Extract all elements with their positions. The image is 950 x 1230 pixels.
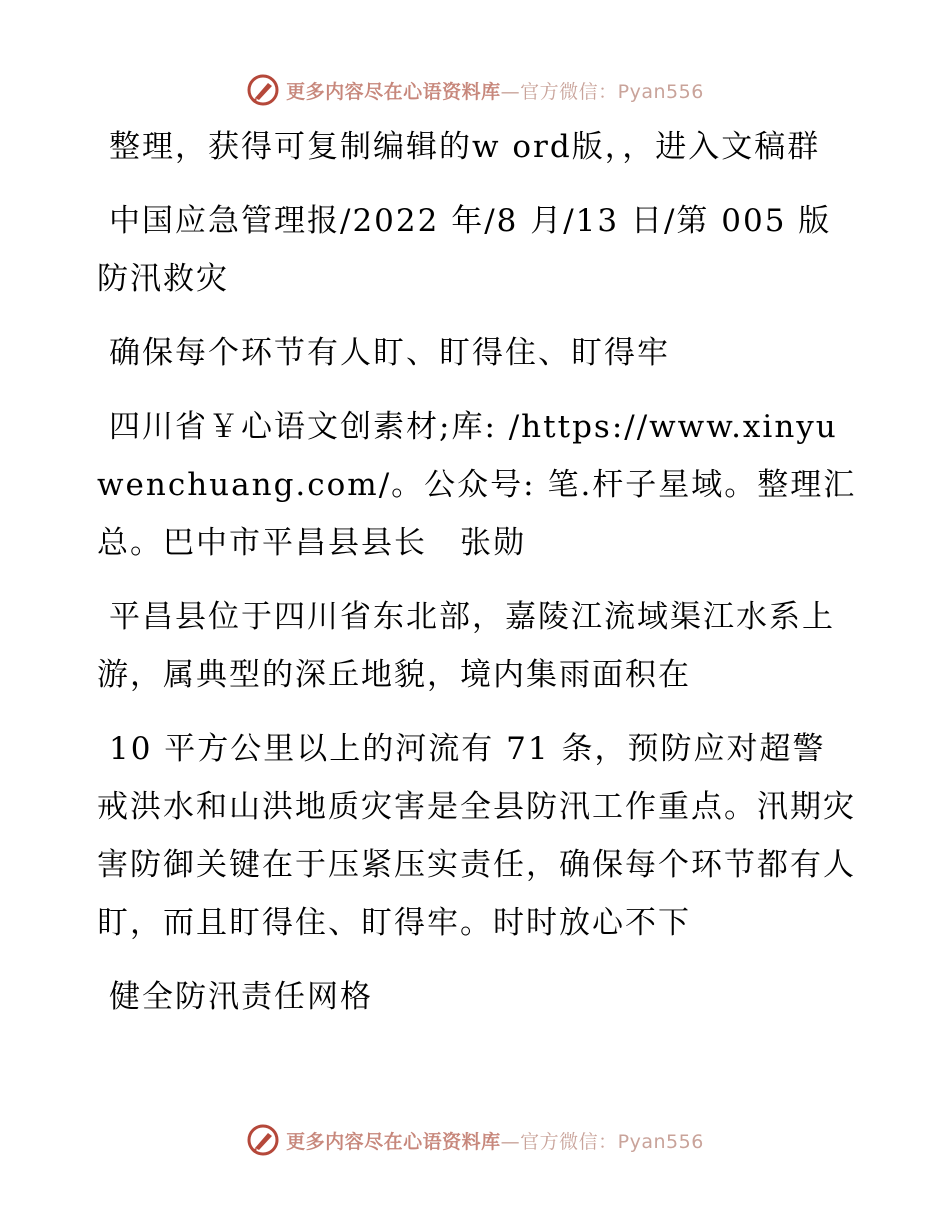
watermark-site: 更多内容尽在心语资料库 bbox=[286, 1130, 501, 1153]
header-watermark bbox=[0, 70, 950, 110]
paragraph: 四川省￥心语文创素材;库: /https://www.xinyuwenchuang.com/。公众号: 笔.杆子星域。整理汇总。巴中市平昌县县长 张勋 bbox=[97, 409, 857, 561]
article-title: 确保每个环节有人盯、盯得住、盯得牢 bbox=[109, 335, 670, 371]
watermark-wechat: 官方微信：Pyan556 bbox=[520, 1130, 704, 1153]
pen-circle-logo-icon bbox=[246, 1123, 280, 1157]
watermark-dash: — bbox=[500, 1130, 521, 1153]
watermark-text bbox=[286, 1127, 704, 1154]
paragraph: 平昌县位于四川省东北部，嘉陵江流域渠江水系上游，属典型的深丘地貌，境内集雨面积在 bbox=[97, 599, 835, 693]
paragraph: 中国应急管理报/2022 年/8 月/13 日/第 005 版防汛救灾 bbox=[97, 203, 832, 297]
watermark-dash: — bbox=[500, 80, 521, 103]
paragraph: 整理，获得可复制编辑的w ord版，，进入文稿群 bbox=[109, 129, 821, 165]
watermark-site: 更多内容尽在心语资料库 bbox=[286, 80, 501, 103]
pen-circle-logo-icon bbox=[246, 73, 280, 107]
section-heading: 健全防汛责任网格 bbox=[109, 979, 373, 1015]
watermark-wechat: 官方微信：Pyan556 bbox=[520, 80, 704, 103]
watermark-text bbox=[286, 77, 704, 104]
document-body bbox=[97, 118, 857, 1042]
footer-watermark bbox=[0, 1120, 950, 1160]
paragraph: 10 平方公里以上的河流有 71 条，预防应对超警戒洪水和山洪地质灾害是全县防汛工作重点。汛期灾害防御关键在于压紧压实责任，确保每个环节都有人盯，而且盯得住、盯得牢。时时放心不下 bbox=[97, 731, 856, 941]
